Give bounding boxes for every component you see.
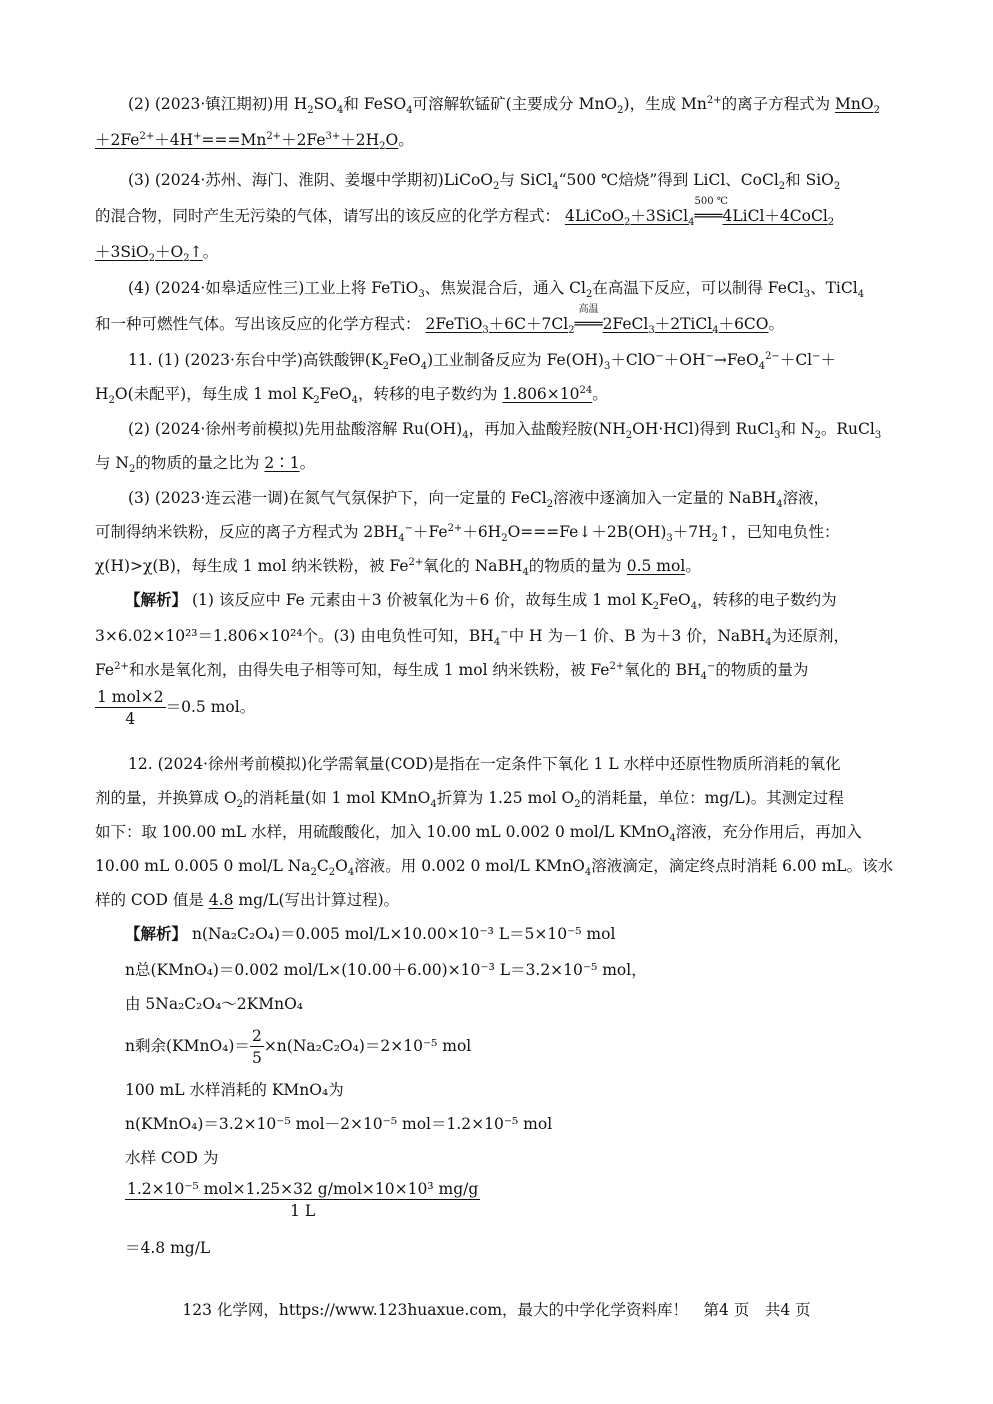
analysis-tag: 【解析】 (125, 590, 188, 609)
analysis12-step3: 由 5Na₂C₂O₄～2KMnO₄ (125, 995, 304, 1013)
analysis11-line2: 3×6.02×10²³＝1.806×10²⁴个。(3) 由电负性可知，$BH_4^-$中 H 为－1 价、B 为＋3 价，NaBH$_4$为还原剂， (95, 626, 849, 649)
reaction-arrow: 高温 ═══ (574, 304, 603, 333)
text: (2) (2023·镇江期初)用 H (128, 95, 308, 113)
q12-line3: 如下：取 100.00 mL 水样，用硫酸酸化，加入 10.00 mL 0.002 0 mol/L KMnO$_4$溶液，充分作用后，再加入 (95, 823, 862, 845)
q10-4-line2: 和一种可燃性气体。写出该反应的化学方程式： $2FeTiO_3+6C+7Cl_2$ 高温 ═══2FeCl$_3$＋2TiCl$_4$＋6CO。 (95, 304, 785, 337)
answer-underline: MnO$_2$ (835, 95, 880, 117)
text: SO (313, 95, 337, 113)
q10-2-line2: $+2Fe^{2+}+4H^+===Mn^{2+}+2Fe^{3+}+2H_2O$。 (95, 130, 414, 153)
reaction-arrow: 500 ℃ ═══ (694, 196, 728, 225)
q12-line2: 剂的量，并换算成 $O_2$的消耗量(如 1 mol KMnO$_4$折算为 1.25 mol $O_2$的消耗量，单位：mg/L)。其测定过程 (95, 789, 844, 811)
analysis11-line3: $Fe^{2+}$和水是氧化剂，由得失电子相等可知，每生成 1 mol 纳米铁粉，被 $Fe^{2+}$氧化的 $BH_4^-$的物质的量为 (95, 660, 809, 683)
answer-underline: 0.5 mol (626, 557, 686, 575)
answer-underline: 4.8 (208, 891, 234, 909)
q11-1-line1: 11. (1) (2023·东台中学)高铁酸钾$(K_2FeO_4)$工业制备反应为 $Fe(OH)_3+ClO^-+OH^-\to FeO_4^{2-}+Cl^-+$ (128, 350, 837, 373)
q11-3-line3: χ(H)>χ(B)，每生成 1 mol 纳米铁粉，被 $Fe^{2+}$氧化的 NaBH$_4$的物质的量为 0.5 mol。 (95, 556, 701, 579)
q12-line1: 12. (2024·徐州考前模拟)化学需氧量(COD)是指在一定条件下氧化 1 L 水样中还原性物质所消耗的氧化 (128, 755, 841, 773)
fraction: $\frac{\text{1 mol×2}}{4}$ (97, 688, 164, 728)
q10-3-line2: 的混合物，同时产生无污染的气体，请写出的该反应的化学方程式： 4LiCoO$_2$＋3SiCl$_4$ 500 ℃ ═══4LiCl＋4CoCl$_2$ (95, 196, 835, 229)
analysis12-step4: n剩余(KMnO₄)＝ $\frac{2}{5}$ ×n(Na₂C₂O₄)＝2×10⁻⁵ mol (125, 1027, 472, 1067)
text: 可溶解软锰矿(主要成分 MnO (412, 95, 618, 113)
answer-underline: $+3SiO_2+O_2↑$ (95, 243, 203, 265)
analysis12-step2: n总(KMnO₄)＝0.002 mol/L×(10.00＋6.00)×10⁻³ L＝3.2×10⁻⁵ mol， (125, 961, 647, 979)
text: 的离子方程式为 (721, 95, 831, 113)
text: )，生成 Mn (623, 95, 707, 113)
analysis11-line4: $\frac{\text{1 mol×2}}{4}$ ＝0.5 mol。 (97, 688, 256, 728)
analysis12-step9: ＝4.8 mg/L (125, 1239, 211, 1257)
q10-3-line3: $+3SiO_2+O_2↑$。 (95, 243, 219, 265)
q11-1-line2: $H_2O$(未配平)，每生成 1 mol $K_2FeO_4$，转移的电子数约为 $1.806\times 10^{24}$。 (95, 384, 608, 407)
fraction: $\frac{2}{5}$ (251, 1027, 262, 1067)
analysis12-step6: n(KMnO₄)＝3.2×10⁻⁵ mol－2×10⁻⁵ mol＝1.2×10⁻⁵ mol (125, 1115, 553, 1133)
analysis-tag: 【解析】 (125, 924, 188, 943)
q11-3-line2: 可制得纳米铁粉，反应的离子方程式为 $2BH_4^-+Fe^{2+}+6H_2O===Fe↓+2B(OH)_3+7H_2↑$，已知电负性： (95, 522, 840, 545)
analysis12-step7: 水样 COD 为 (125, 1149, 219, 1167)
analysis12-step8 (95, 1180, 480, 1220)
q11-3-line1: (3) (2023·连云港一调)在氮气气氛保护下，向一定量的 FeCl$_2$溶液中逐滴加入一定量的 NaBH$_4$溶液， (128, 489, 830, 511)
fraction: $\frac{\text{1.2×10⁻⁵ mol×1.25×32 g/mol×10×10³ mg/g}}{1 L}$ (127, 1180, 479, 1220)
analysis11-line1: 【解析】 (1) 该反应中 Fe 元素由＋3 价被氧化为＋6 价，故每生成 1 mol $K_2FeO_4$，转移的电子数约为 (125, 590, 837, 613)
text: 和 FeSO (343, 95, 407, 113)
answer-underline: 4LiCoO$_2$＋3SiCl$_4$ 500 ℃ ═══4LiCl＋4CoCl$_2$ (564, 196, 835, 229)
page-footer: 123 化学网，https://www.123huaxue.com，最大的中学化学资料库！ 第4 页 共4 页 (182, 1301, 811, 1319)
answer-underline: 2∶1 (264, 454, 300, 472)
analysis12-step1: 【解析】 n(Na₂C₂O₄)＝0.005 mol/L×10.00×10⁻³ L＝5×10⁻⁵ mol (125, 924, 616, 943)
q12-line5: 样的 COD 值是 4.8 mg/L(写出计算过程)。 (95, 891, 400, 909)
q12-line4: 10.00 mL 0.005 0 mol/L $Na_2C_2O_4$溶液。用 0.002 0 mol/L KMnO$_4$溶液滴定，滴定终点时消耗 6.00 mL。该水 (95, 857, 894, 879)
answer-underline: $2FeTiO_3+6C+7Cl_2$ 高温 ═══2FeCl$_3$＋2TiCl$_4$＋6CO (425, 304, 769, 337)
answer-underline: $1.806\times 10^{24}$ (502, 384, 593, 403)
analysis12-step5: 100 mL 水样消耗的 KMnO₄为 (125, 1081, 344, 1099)
q10-2-line1: (2) (2023·镇江期初)用 $H_2SO_4$和 FeSO$_4$可溶解软锰矿(主要成分 MnO$_2$)，生成 $Mn^{2+}$的离子方程式为 MnO$_2$ (128, 94, 880, 117)
q10-4-line1: (4) (2024·如皋适应性三)工业上将 FeTiO$_3$、焦炭混合后，通入 $Cl_2$在高温下反应，可以制得 FeCl$_3$、TiCl$_4$ (128, 279, 865, 301)
q11-2-line1: (2) (2024·徐州考前模拟)先用盐酸溶解 $Ru(OH)_4$，再加入盐酸羟胺$(NH_2OH\cdot HCl)$得到 RuCl$_3$和 $N_2$。RuCl$_3$ (128, 420, 882, 442)
q10-3-line1: (3) (2024·苏州、海门、淮阴、姜堰中学期初)LiCoO$_2$与 SiCl$_4$“500 ℃焙烧”得到 LiCl、CoCl$_2$和 SiO$_2$ (128, 171, 841, 193)
q11-2-line2: 与 $N_2$的物质的量之比为 2∶1。 (95, 454, 316, 476)
answer-underline: $+2Fe^{2+}+4H^+===Mn^{2+}+2Fe^{3+}+2H_2O$ (95, 130, 399, 153)
